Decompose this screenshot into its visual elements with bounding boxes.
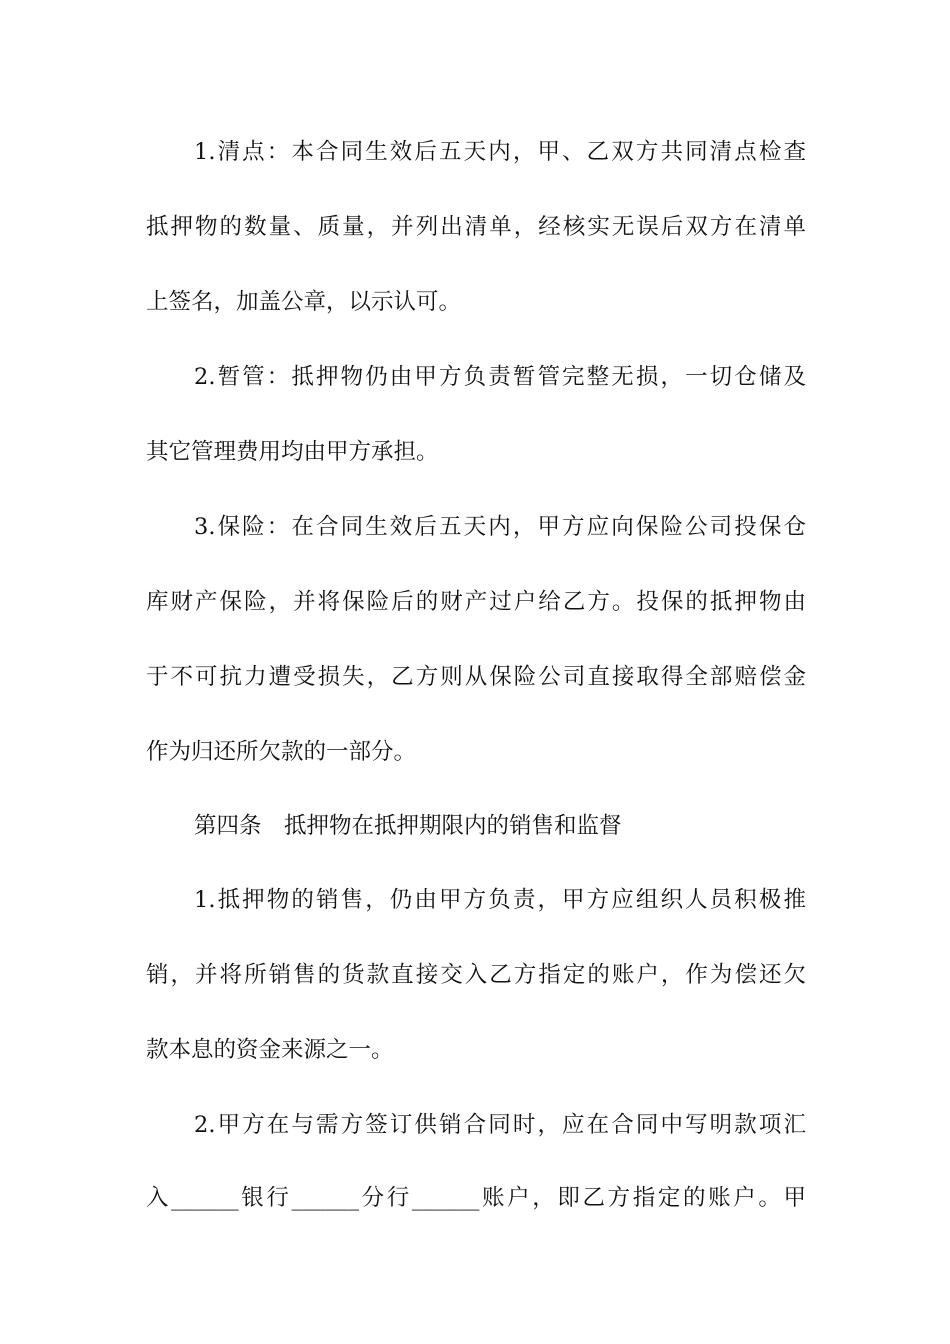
paragraph-line: 其它管理费用均由甲方承担。 (146, 439, 439, 465)
paragraph-line: 2.甲方在与需方签订供销合同时，应在合同中写明款项汇 (194, 1112, 806, 1138)
paragraph-line: 库财产保险，并将保险后的财产过户给乙方。投保的抵押物由 (146, 589, 806, 615)
paragraph-line: 抵押物的数量、质量，并列出清单，经核实无误后双方在清单 (146, 214, 806, 240)
paragraph-line: 1.清点：本合同生效后五天内，甲、乙双方共同清点检查 (194, 139, 806, 165)
paragraph-line: 作为归还所欠款的一部分。 (146, 739, 417, 765)
paragraph-line: 1.抵押物的销售，仍由甲方负责，甲方应组织人员积极推 (194, 887, 806, 913)
paragraph-line: 于不可抗力遭受损失，乙方则从保险公司直接取得全部赔偿金 (146, 664, 806, 690)
paragraph-line: 款本息的资金来源之一。 (146, 1037, 394, 1063)
paragraph-line: 上签名，加盖公章，以示认可。 (146, 289, 462, 315)
section-heading: 第四条 抵押物在抵押期限内的销售和监督 (194, 813, 622, 839)
paragraph-line: 入______银行______分行______账户，即乙方指定的账户。甲 (146, 1185, 806, 1211)
paragraph-line: 销，并将所销售的货款直接交入乙方指定的账户，作为偿还欠 (146, 962, 806, 988)
paragraph-line: 2.暂管：抵押物仍由甲方负责暂管完整无损，一切仓储及 (194, 364, 806, 390)
paragraph-line: 3.保险：在合同生效后五天内，甲方应向保险公司投保仓 (194, 514, 806, 540)
